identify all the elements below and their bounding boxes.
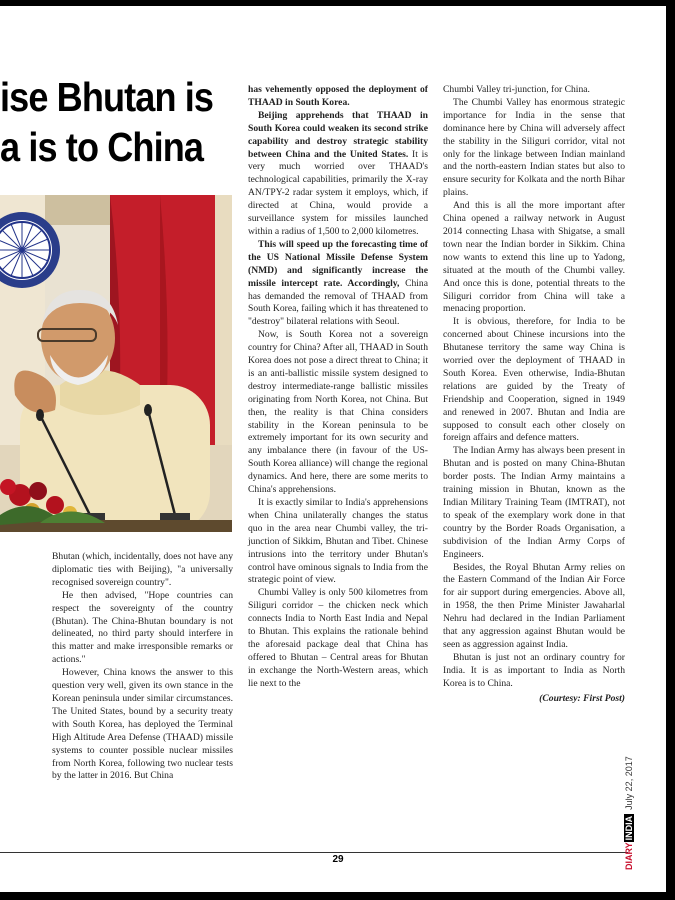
- paragraph: Chumbi Valley tri-junction, for China.: [443, 84, 590, 95]
- paragraph-text: China has demanded the removal of THAAD from South Korea, failing which it has threatened to "destroy" bilateral relations with Seoul.: [248, 277, 428, 328]
- paragraph: And this is all the more important after China opened a railway network in August 2014 connecting Lhasa with Shigatse, a small town near the Indian border in Sikkim. China now wants to extend this line up to Yadong, situated at the mouth of the Chumbi valley. And once this is done, potential threats to the Siliguri corridor from China will take a menacing proportion.: [443, 200, 625, 315]
- paragraph: It is obvious, therefore, for India to be concerned about Chinese incursions into the Bhutanese territory the same way China is worried over the deployment of THAAD in South Korea. Even otherwise, India-Bhutan relations are guided by the Treaty of Friendship and Cooperation, signed in 1949 and renewed in 2007. Bhutan and India are supposed to consult each other closely on foreign affairs and defence matters.: [443, 316, 625, 444]
- paragraph: Besides, the Royal Bhutan Army relies on the Eastern Command of the Indian Air Force for air support during emergencies. Above all, in 1958, the then Prime Minister Jawaharlal Nehru had declared in the Indian Parliament that any aggression against Bhutan would be seen as aggression against India.: [443, 561, 625, 650]
- paragraph: However, China knows the answer to this question very well, given its own stance in the Korean peninsula under similar circumstances. The United States, bound by a security treaty with South Korea, has deployed the Terminal High Altitude Area Defense (THAAD) missile systems to counter possible nuclear missiles from North Korea, following two nuclear tests by the latter in 2016. But China: [52, 667, 233, 782]
- paragraph: Chumbi Valley is only 500 kilometres from Siliguri corridor – the chicken neck which connects India to North East India and Nepal to Bhutan. This explains the rationale behind the aforesaid package deal that China has offered to Bhutan – Central areas for Bhutan in exchange the North-Western areas, which lie next to the: [248, 587, 428, 689]
- paragraph: He then advised, "Hope countries can respect the sovereignty of the country (Bhutan). The China-Bhutan boundary is not delineated, no third party should interfere in this matter and make irresponsible remarks or actions.": [52, 589, 233, 666]
- headline: [0, 72, 216, 172]
- right-border: [666, 0, 675, 900]
- column-3: [443, 84, 625, 706]
- paragraph: Bhutan (which, incidentally, does not have any diplomatic ties with Beijing), "a universally recognised sovereign country".: [52, 551, 233, 588]
- bold-text: Beijing apprehends that THAAD in South Korea could weaken its second strike capability and destroy strategic stability between China and the United States.: [248, 109, 428, 160]
- paragraph: Bhutan is just not an ordinary country for India. It is as important to India as North Korea is to China.: [443, 651, 625, 689]
- bottom-border: [0, 892, 675, 900]
- top-border: [0, 0, 675, 6]
- article-credit: (Courtesy: First Post): [539, 692, 625, 704]
- issue-date: July 22, 2017: [624, 756, 634, 810]
- brand-name-a: DIARY: [624, 842, 634, 870]
- column-1: [52, 551, 233, 783]
- paragraph: It is exactly similar to India's apprehensions when China unilaterally changes the status quo in the area near Chumbi valley, the tri-junction of Sikkim, Bhutan and Tibet. Chinese intrusions into the territory under Bhutan's control have ominous signals to India from the strategic point of view.: [248, 497, 428, 586]
- article-photo: [0, 195, 232, 532]
- brand-strip: [622, 756, 636, 870]
- headline-line-1: ise Bhutan is: [0, 74, 214, 120]
- brand-name-b: INDIA: [624, 815, 634, 841]
- paragraph: [248, 239, 428, 329]
- paragraph: The Indian Army has always been present in Bhutan and is posted on many China-Bhutan border posts. The Indian Army maintains a training mission in Bhutan, known as the Indian Military Training Team (IMTRAT), not to speak of the exemplary work done in that country by the Border Roads Organisation, a subdivision of the Indian Army Corps of Engineers.: [443, 445, 625, 560]
- bold-text: This will speed up the forecasting time of the US National Missile Defense System (NMD) and significantly increase the missile intercept rate. Accordingly,: [248, 238, 428, 289]
- paragraph: The Chumbi Valley has enormous strategic importance for India in the sense that dominance here by China will adversely affect the stability in the Siliguri corridor, vital not only for the linkage between Indian mainland and the north-eastern Indian states but also to ensure security for Kolkata and the north Bihar plains.: [443, 96, 625, 199]
- headline-line-2: a is to China: [0, 124, 204, 170]
- paragraph: Now, is South Korea not a sovereign country for China? After all, THAAD in South Korea does not pose a direct threat to China; it is an anti-ballistic missile system designed to destroy intermediate-range ballistic missiles originating from North Korea, not China. But then, the reality is that China considers stability in the Korean peninsula to be extremely important for its own security and any imbalance there (in favour of the US-South Korea alliance) will change the regional dynamics. And here, there are some merits to China's apprehensions.: [248, 329, 428, 496]
- bold-text: has vehemently opposed the deployment of THAAD in South Korea.: [248, 84, 428, 108]
- magazine-brand: [622, 756, 652, 870]
- footer-rule: [0, 852, 628, 853]
- page-number: 29: [332, 854, 344, 865]
- paragraph: [248, 84, 428, 110]
- paragraph-text: It is very much worried over THAAD's technological capabilities, primarily the X-ray AN/TPY-2 radar system it employs, which, if directed at China, would provide a surveillance system for missiles launched within a radius of 1,500 to 2,000 kilometres.: [248, 148, 428, 237]
- column-2: [248, 84, 428, 691]
- paragraph: [248, 110, 428, 239]
- photo-illustration: [0, 195, 232, 532]
